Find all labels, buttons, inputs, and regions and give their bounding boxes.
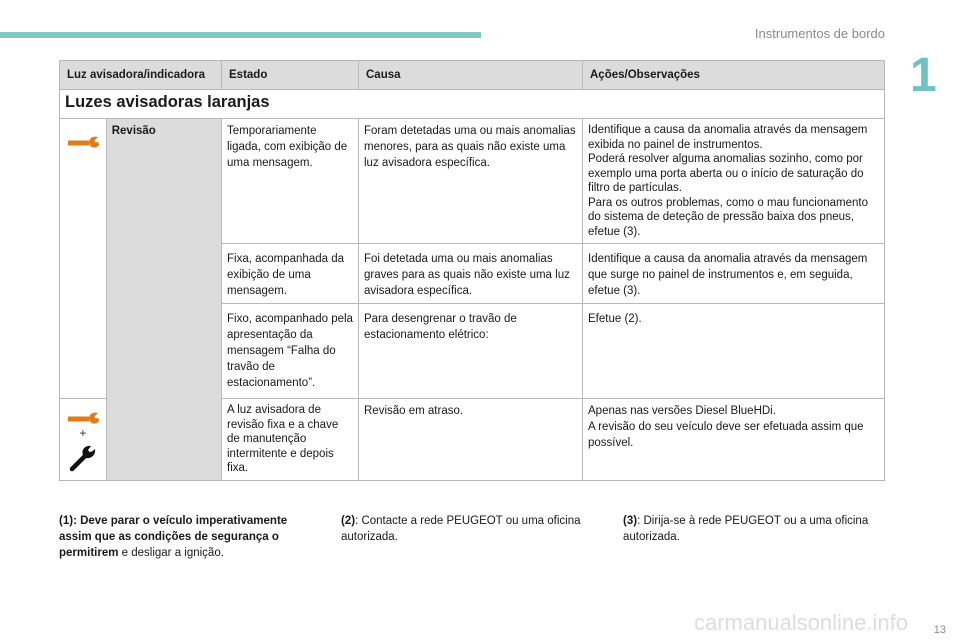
footnote-1 — [59, 513, 314, 561]
footnote-text: e desligar a ignição. — [118, 547, 224, 559]
section-accent-bar — [0, 32, 481, 38]
col-header-actions: Ações/Observações — [583, 61, 885, 90]
warning-lights-table — [59, 60, 885, 481]
section-band-row — [60, 90, 885, 119]
actions-cell — [583, 399, 885, 481]
action-line: A revisão do seu veículo deve ser efetuada assim que possível. — [588, 421, 864, 449]
action-line: Identifique a causa da anomalia através da mensagem exibida no painel de instrumentos. — [588, 124, 868, 151]
footnote-mark: (3) — [623, 515, 638, 527]
cause-cell: Foi detetada uma ou mais anomalias graves para as quais não existe uma luz avisadora específica. — [359, 244, 583, 304]
cause-cell: Foram detetadas uma ou mais anomalias menores, para as quais não existe uma luz avisadora específica. — [359, 119, 583, 244]
state-cell: Fixo, acompanhado pela apresentação da mensagem “Falha do travão de estacionamento”. — [222, 304, 359, 399]
chapter-number: 1 — [910, 49, 937, 102]
footnote-mark: (2) — [341, 515, 356, 527]
col-header-warning-light: Luz avisadora/indicadora — [60, 61, 222, 90]
actions-cell — [583, 244, 885, 304]
state-cell: Temporariamente ligada, com exibição de uma mensagem. — [222, 119, 359, 244]
service-status-label: Revisão — [106, 119, 221, 481]
state-cell: Fixa, acompanhada da exibição de uma mensagem. — [222, 244, 359, 304]
table-row — [60, 119, 885, 244]
action-line: Para os outros problemas, como o mau funcionamento do sistema de deteção de pressão baixa dos pneus, efetue (3). — [588, 196, 868, 238]
cause-cell: Revisão em atraso. — [359, 399, 583, 481]
page-number: 13 — [933, 624, 946, 636]
col-header-cause: Causa — [359, 61, 583, 90]
watermark: carmanualsonline.info — [693, 610, 908, 635]
footnote-mark: (1) — [59, 515, 74, 527]
section-band-title: Luzes avisadoras laranjas — [60, 90, 885, 119]
section-title: Instrumentos de bordo — [754, 26, 885, 41]
actions-cell — [583, 304, 885, 399]
footnote-text: : Contacte a rede PEUGEOT ou uma oficina autorizada. — [341, 515, 581, 543]
col-header-state: Estado — [222, 61, 359, 90]
footnote-2 — [341, 513, 606, 545]
plus-sign: + — [79, 426, 87, 440]
state-cell: A luz avisadora de revisão fixa e a chave de manutenção intermitente e depois fixa. — [222, 399, 359, 481]
icon-cell — [60, 399, 107, 481]
cause-cell: Para desengrenar o travão de estacionamento elétrico: — [359, 304, 583, 399]
footnote-3 — [623, 513, 873, 545]
table-header-row — [60, 61, 885, 90]
action-line: Poderá resolver alguma anomalias sozinho, como por exemplo uma porta aberta ou o início de saturação do filtro de partículas. — [588, 153, 864, 194]
footnote-bold-text: : Deve parar o veículo imperativamente assim que as condições de segurança o permitirem — [59, 515, 288, 559]
footnote-text: : Dirija-se à rede PEUGEOT ou a uma oficina autorizada. — [623, 515, 869, 543]
wrench-icon — [65, 135, 101, 151]
icon-cell — [60, 119, 107, 399]
actions-cell — [583, 119, 885, 244]
wrench-icon — [65, 411, 101, 427]
action-line: Apenas nas versões Diesel BlueHDi. — [588, 405, 776, 417]
maintenance-wrench-icon — [65, 443, 101, 473]
action-line: Efetue (2). — [588, 313, 642, 325]
action-line: Identifique a causa da anomalia através da mensagem que surge no painel de instrumentos e, em seguida, efetue (3). — [588, 253, 868, 297]
